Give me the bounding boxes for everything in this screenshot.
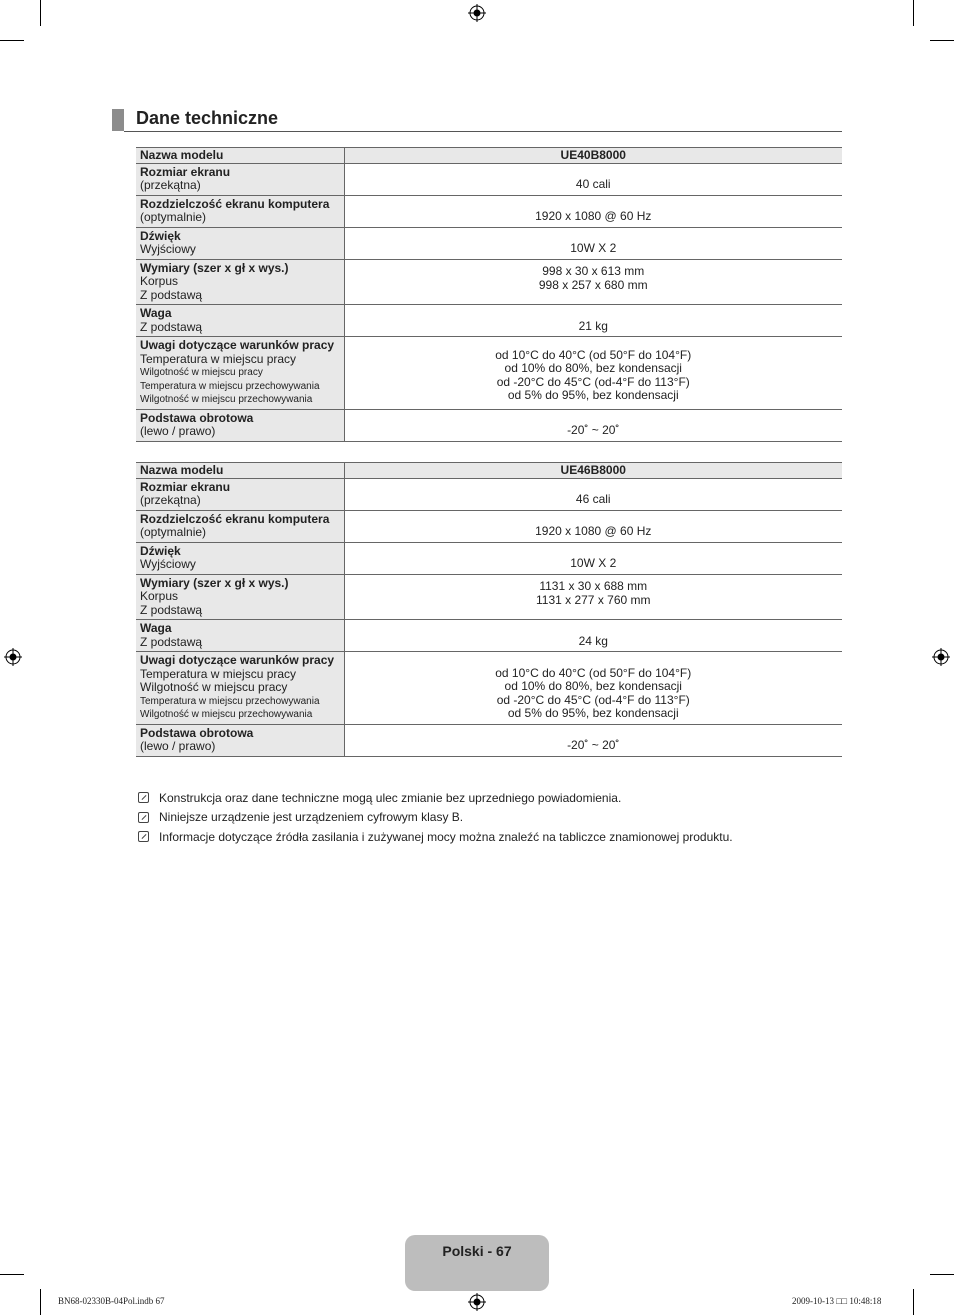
spec-label-title: Uwagi dotyczące warunków pracy	[140, 653, 335, 667]
spec-value: od 5% do 95%, bez kondensacji	[507, 706, 679, 720]
spec-label-title: Podstawa obrotowa	[140, 725, 254, 740]
model-label: Nazwa modelu	[136, 148, 344, 164]
spec-value: 1920 x 1080 @ 60 Hz	[535, 209, 652, 223]
spec-label-cell	[136, 195, 344, 227]
spec-label-cell	[136, 337, 344, 410]
spec-value: 1920 x 1080 @ 60 Hz	[535, 524, 652, 538]
spec-row	[136, 510, 842, 542]
spec-label-cell	[136, 305, 344, 337]
spec-table-ue40	[136, 147, 842, 442]
spec-label-title: Rozdzielczość ekranu komputera	[140, 196, 330, 211]
spec-value: od 5% do 95%, bez kondensacji	[507, 388, 679, 402]
spec-label-title: Dźwięk	[140, 543, 181, 558]
spec-label-sub: Wyjściowy	[140, 242, 196, 256]
note-item	[138, 788, 733, 808]
spec-value: 998 x 257 x 680 mm	[538, 277, 648, 292]
spec-label-cell	[136, 724, 344, 756]
spec-label-title: Rozmiar ekranu	[140, 164, 231, 179]
model-value: UE46B8000	[344, 463, 842, 479]
registration-mark-icon	[468, 4, 486, 22]
model-header-row	[136, 148, 842, 164]
spec-row	[136, 574, 842, 620]
spec-label-cell	[136, 574, 344, 620]
spec-label-sub: Wilgotność w miejscu przechowywania	[140, 394, 313, 405]
spec-label-cell	[136, 163, 344, 195]
note-item	[138, 827, 733, 847]
print-file-info: BN68-02330B-04Pol.indb 67	[58, 1296, 165, 1306]
model-label: Nazwa modelu	[136, 463, 344, 479]
spec-label-sub: (lewo / prawo)	[140, 424, 216, 438]
spec-value: od -20°C do 45°C (od-4°F do 113°F)	[496, 374, 690, 389]
spec-value: 24 kg	[578, 633, 608, 648]
spec-value: 40 cali	[575, 177, 611, 191]
spec-label-sub: Temperatura w miejscu pracy	[140, 666, 297, 681]
spec-value: 1131 x 277 x 760 mm	[535, 592, 651, 607]
spec-label-sub: (przekątna)	[140, 493, 201, 507]
spec-value-cell	[344, 542, 842, 574]
spec-label-title: Podstawa obrotowa	[140, 410, 254, 425]
spec-value: 998 x 30 x 613 mm	[542, 264, 645, 278]
note-item	[138, 808, 733, 828]
spec-row	[136, 227, 842, 259]
section-title: Dane techniczne	[136, 108, 279, 128]
spec-label-title: Rozdzielczość ekranu komputera	[140, 511, 330, 526]
spec-row	[136, 259, 842, 305]
spec-label-sub: Wilgotność w miejscu pracy	[140, 680, 288, 694]
note-text: Konstrukcja oraz dane techniczne mogą ulec zmianie bez uprzedniego powiadomienia.	[159, 790, 622, 805]
crop-mark	[40, 1289, 41, 1315]
spec-value: 10W X 2	[570, 556, 617, 570]
registration-mark-icon	[468, 1293, 486, 1311]
spec-label-sub: Korpus	[140, 274, 179, 288]
spec-label-cell	[136, 652, 344, 725]
spec-row	[136, 478, 842, 510]
crop-mark	[930, 40, 954, 41]
spec-label-title: Wymiary (szer x gł x wys.)	[140, 260, 289, 275]
spec-value: od -20°C do 45°C (od-4°F do 113°F)	[496, 692, 690, 707]
spec-label-cell	[136, 259, 344, 305]
crop-mark	[930, 1274, 954, 1275]
spec-row	[136, 724, 842, 756]
spec-label-sub: Z podstawą	[140, 634, 203, 649]
spec-label-sub: Temperatura w miejscu przechowywania	[140, 380, 320, 392]
spec-label-cell	[136, 227, 344, 259]
model-value: UE40B8000	[344, 148, 842, 164]
registration-mark-icon	[4, 648, 22, 666]
registration-mark-icon	[932, 648, 950, 666]
spec-value-cell	[344, 409, 842, 441]
spec-row	[136, 195, 842, 227]
spec-value-cell	[344, 620, 842, 652]
model-header-row	[136, 463, 842, 479]
spec-label-title: Wymiary (szer x gł x wys.)	[140, 575, 289, 590]
spec-value: -20˚ ~ 20˚	[567, 738, 620, 752]
spec-value-cell	[344, 478, 842, 510]
note-icon	[138, 792, 149, 803]
page-number: Polski - 67	[442, 1243, 512, 1259]
spec-label-cell	[136, 478, 344, 510]
spec-label-title: Uwagi dotyczące warunków pracy	[140, 338, 335, 352]
spec-label-sub: (przekątna)	[140, 178, 201, 192]
spec-value-cell	[344, 227, 842, 259]
spec-label-sub: (optymalnie)	[140, 210, 207, 224]
spec-value-cell	[344, 163, 842, 195]
notes-list	[138, 788, 733, 847]
spec-label-cell	[136, 510, 344, 542]
spec-label-sub: (optymalnie)	[140, 525, 207, 539]
note-text: Niniejsze urządzenie jest urządzeniem cyfrowym klasy B.	[159, 810, 464, 825]
spec-value-cell	[344, 652, 842, 725]
spec-value-cell	[344, 510, 842, 542]
spec-value: od 10% do 80%, bez kondensacji	[504, 679, 682, 693]
spec-label-sub: Z podstawą	[140, 287, 203, 302]
spec-value: 46 cali	[575, 492, 611, 506]
spec-label-sub: Temperatura w miejscu pracy	[140, 351, 297, 366]
spec-row	[136, 542, 842, 574]
spec-row	[136, 409, 842, 441]
note-text: Informacje dotyczące źródła zasilania i zużywanej mocy można znaleźć na tabliczce znamionowej produktu.	[159, 829, 733, 844]
spec-row	[136, 620, 842, 652]
spec-label-title: Waga	[140, 621, 172, 635]
spec-row	[136, 163, 842, 195]
spec-value: 1131 x 30 x 688 mm	[539, 579, 648, 593]
spec-value-cell	[344, 259, 842, 305]
spec-value: od 10% do 80%, bez kondensacji	[504, 361, 682, 375]
spec-label-sub: Z podstawą	[140, 319, 203, 334]
spec-label-sub: Z podstawą	[140, 602, 203, 617]
spec-value-cell	[344, 337, 842, 410]
spec-label-title: Dźwięk	[140, 228, 181, 243]
spec-value: od 10°C do 40°C (od 50°F do 104°F)	[495, 665, 692, 680]
spec-value-cell	[344, 574, 842, 620]
spec-row	[136, 305, 842, 337]
spec-label-title: Rozmiar ekranu	[140, 479, 231, 494]
crop-mark	[913, 0, 914, 26]
spec-value-cell	[344, 195, 842, 227]
spec-value-cell	[344, 724, 842, 756]
spec-label-sub: (lewo / prawo)	[140, 739, 216, 753]
spec-value-cell	[344, 305, 842, 337]
section-title-rule	[124, 131, 842, 132]
section-title-bar	[112, 109, 124, 131]
spec-label-sub: Wilgotność w miejscu pracy	[140, 367, 263, 378]
spec-label-cell	[136, 620, 344, 652]
spec-value: od 10°C do 40°C (od 50°F do 104°F)	[495, 347, 692, 362]
spec-value: 21 kg	[578, 318, 608, 333]
crop-mark	[0, 40, 24, 41]
crop-mark	[0, 1274, 24, 1275]
spec-value: -20˚ ~ 20˚	[567, 423, 620, 437]
spec-value: 10W X 2	[570, 241, 617, 255]
spec-label-sub: Temperatura w miejscu przechowywania	[140, 695, 320, 707]
note-icon	[138, 812, 149, 823]
crop-mark	[40, 0, 41, 26]
spec-label-sub: Wyjściowy	[140, 557, 196, 571]
spec-row	[136, 337, 842, 410]
spec-label-cell	[136, 542, 344, 574]
note-icon	[138, 831, 149, 842]
spec-label-cell	[136, 409, 344, 441]
crop-mark	[913, 1289, 914, 1315]
print-timestamp: 2009-10-13 □□ 10:48:18	[792, 1296, 882, 1306]
spec-label-sub: Korpus	[140, 589, 179, 603]
spec-label-sub: Wilgotność w miejscu przechowywania	[140, 709, 313, 720]
spec-table-ue46	[136, 462, 842, 757]
spec-row	[136, 652, 842, 725]
spec-label-title: Waga	[140, 306, 172, 320]
